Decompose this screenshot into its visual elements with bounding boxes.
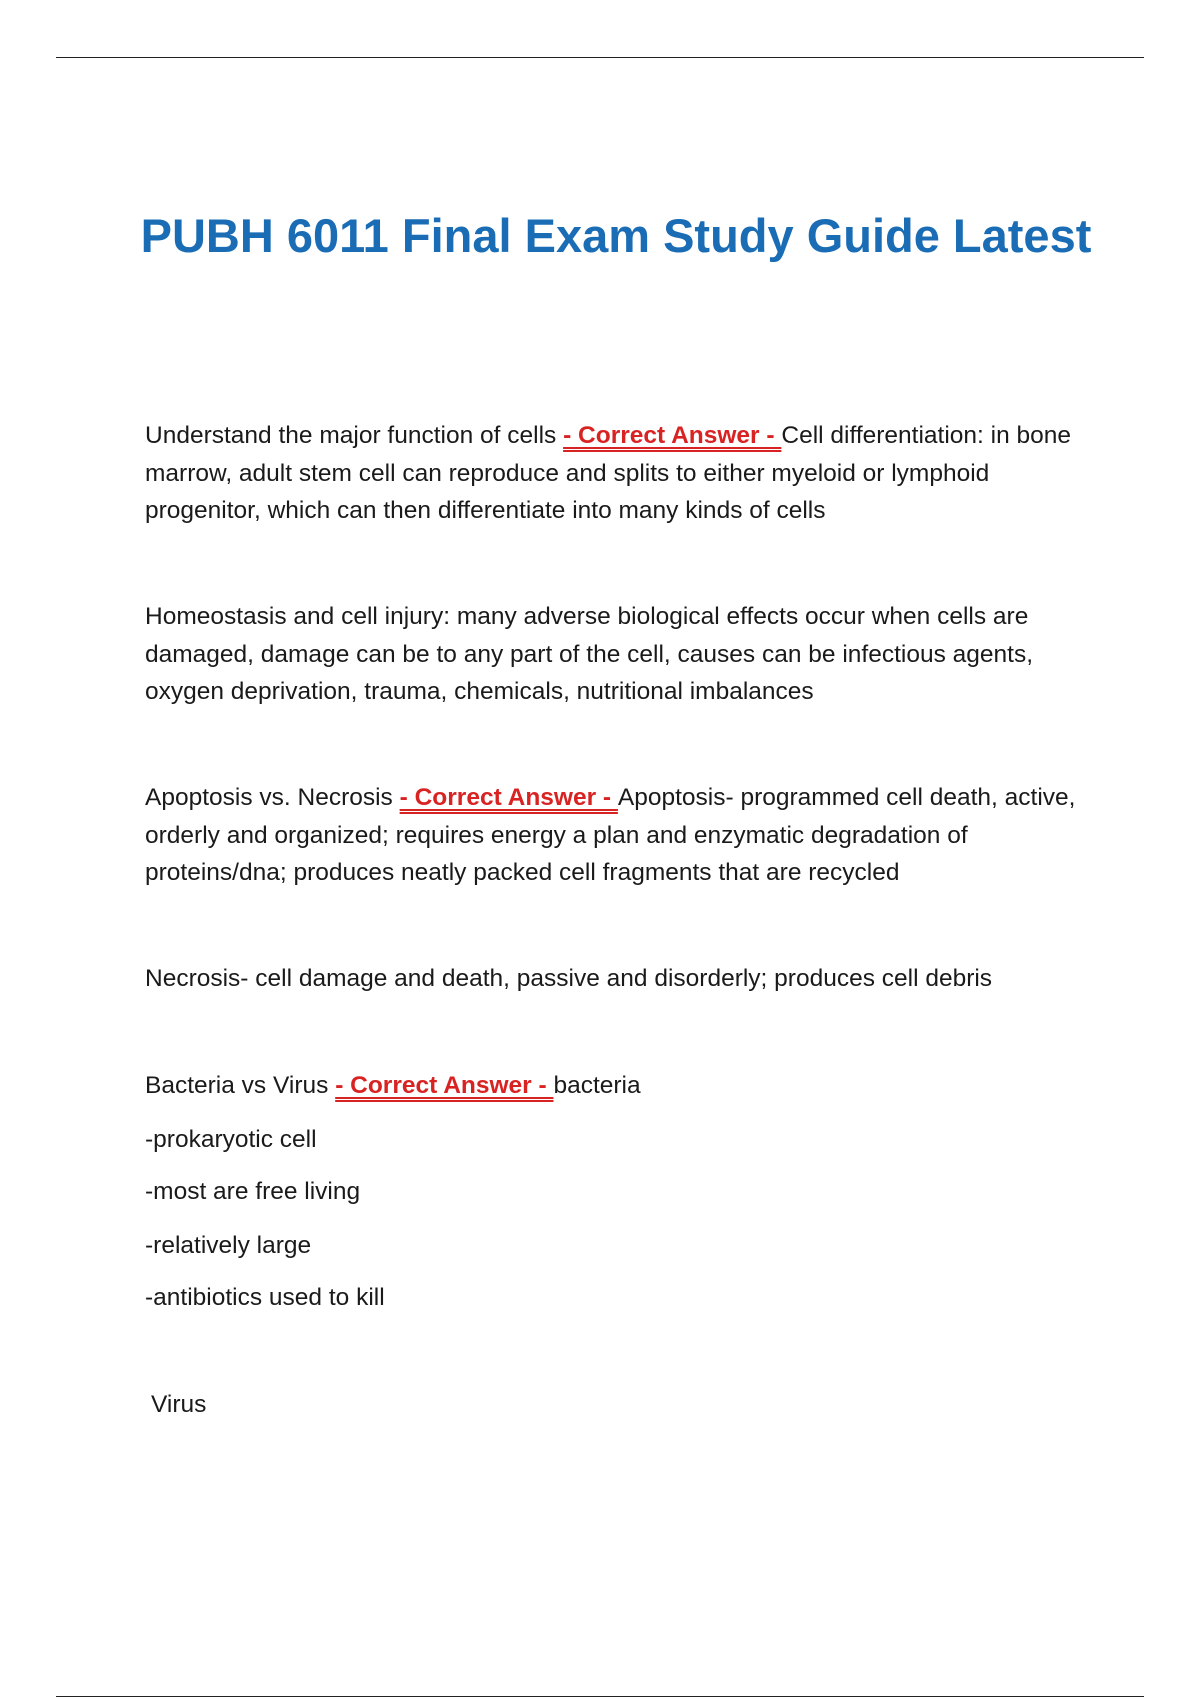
paragraph-homeostasis: Homeostasis and cell injury: many adverse biological effects occur when cells are damaged, damage can be to any part of the cell, causes can be infectious agents, oxygen deprivation, trauma, chemicals, nutritional imbalances bbox=[145, 603, 1034, 705]
question-text: Apoptosis vs. Necrosis bbox=[145, 784, 400, 811]
virus-heading: Virus bbox=[151, 1391, 207, 1418]
list-item: -most are free living bbox=[145, 1178, 361, 1205]
document-title: PUBH 6011 Final Exam Study Guide Latest bbox=[140, 209, 1092, 262]
answer-text: bacteria bbox=[553, 1072, 641, 1099]
paragraph-necrosis: Necrosis- cell damage and death, passive and disorderly; produces cell debris bbox=[145, 965, 993, 992]
question-text: Bacteria vs Virus bbox=[145, 1072, 336, 1099]
correct-answer-marker: - Correct Answer - bbox=[335, 1072, 554, 1099]
qa-cell-function bbox=[145, 417, 1085, 530]
answer-text: Apoptosis- programmed cell death, active, orderly and organized; requires energy a plan and enzymatic degradation of proteins/dna; produces neatly packed cell fragments that are recycled bbox=[145, 784, 1076, 886]
list-item: -prokaryotic cell bbox=[145, 1126, 317, 1153]
bottom-rule bbox=[56, 1696, 1144, 1697]
list-item: -antibiotics used to kill bbox=[145, 1284, 385, 1311]
correct-answer-marker: - Correct Answer - bbox=[563, 422, 782, 449]
top-rule bbox=[56, 57, 1144, 58]
question-text: Understand the major function of cells bbox=[145, 422, 564, 449]
qa-apoptosis-necrosis bbox=[145, 779, 1085, 892]
answer-text: Cell differentiation: in bone marrow, adult stem cell can reproduce and splits to either myeloid or lymphoid progenitor, which can then differentiate into many kinds of cells bbox=[145, 422, 1072, 524]
list-item: -relatively large bbox=[145, 1232, 312, 1259]
qa-bacteria-virus bbox=[145, 1067, 641, 1105]
correct-answer-marker: - Correct Answer - bbox=[399, 784, 618, 811]
